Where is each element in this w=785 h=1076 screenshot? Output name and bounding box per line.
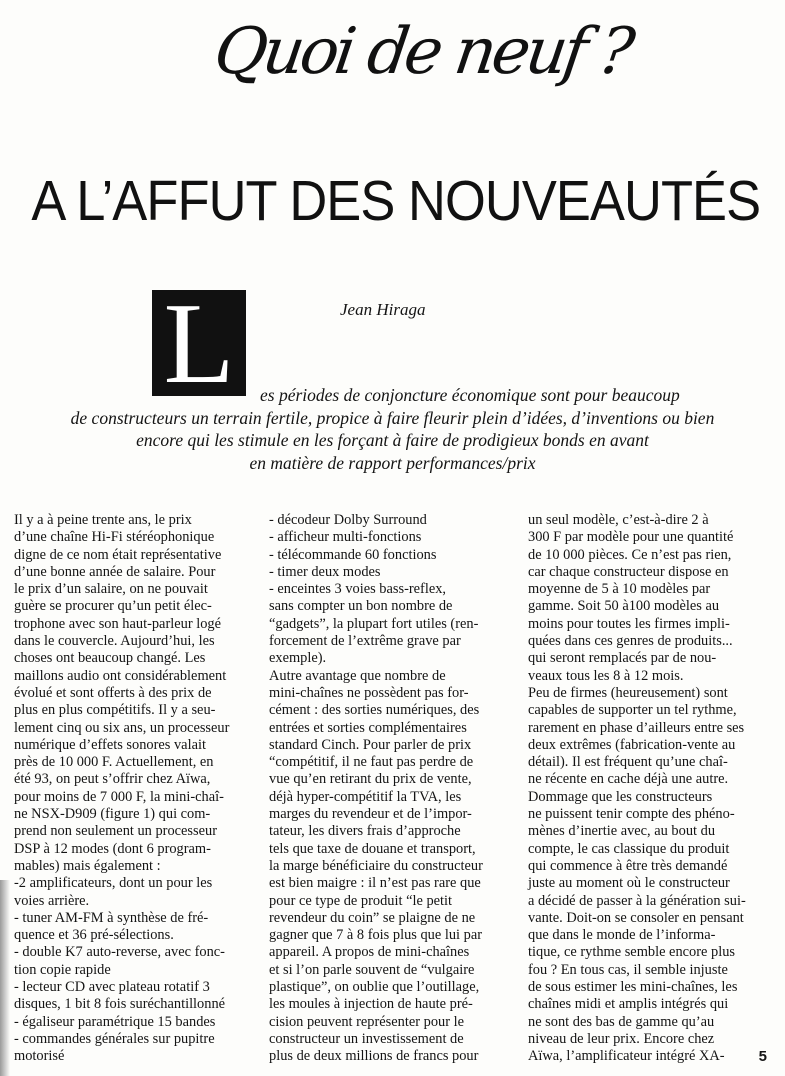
text-line: - timer deux modes bbox=[269, 563, 381, 580]
author-byline: Jean Hiraga bbox=[340, 300, 426, 319]
text-line: la marge bénéficiaire du constructeur bbox=[269, 857, 483, 874]
text-line: prend non seulement un processeur bbox=[14, 823, 218, 840]
text-line: exemple). bbox=[269, 650, 327, 667]
text-line: sans compter un bon nombre de bbox=[269, 598, 453, 615]
text-line: plastique”, on oublie que l’outillage, bbox=[269, 979, 480, 996]
text-line: “gadgets”, la plupart fort utiles (ren- bbox=[269, 615, 479, 632]
text-line: détail). Il est fréquent qu’une chaî- bbox=[528, 754, 728, 771]
text-line: et si l’on parle souvent de “vulgaire bbox=[269, 961, 475, 978]
text-line: moyenne de 5 à 10 modèles par bbox=[528, 581, 711, 598]
text-line: veaux tous les 8 à 12 mois. bbox=[528, 667, 684, 684]
page-number: 5 bbox=[758, 1048, 767, 1065]
text-line: maillons audio ont considérablement bbox=[14, 667, 227, 684]
text-line: d’une chaîne Hi-Fi stéréophonique bbox=[14, 529, 215, 546]
text-line: - égaliseur paramétrique 15 bandes bbox=[14, 1013, 216, 1030]
text-line: constructeur un investissement de bbox=[269, 1030, 464, 1047]
text-line: marges du revendeur et de l’impor- bbox=[269, 806, 472, 823]
text-line: rarement en phase d’ailleurs entre ses bbox=[528, 719, 745, 736]
text-line: ne NSX-D909 (figure 1) qui com- bbox=[14, 806, 211, 823]
text-line: appareil. A propos de mini-chaînes bbox=[269, 944, 470, 961]
text-line: pour moins de 7 000 F, la mini-chaî- bbox=[14, 788, 224, 805]
text-line: est bien maigre : il n’est pas rare que bbox=[269, 875, 481, 892]
text-line: guère se procurer qu’un petit élec- bbox=[14, 598, 212, 615]
section-rubric: Quoi de neuf ? bbox=[209, 15, 636, 89]
text-line: cision peuvent représenter pour le bbox=[269, 1013, 464, 1030]
text-line: numérique d’effets sonores valait bbox=[14, 736, 206, 753]
text-line: - décodeur Dolby Surround bbox=[269, 512, 427, 528]
text-line: mini-chaînes ne possèdent pas for- bbox=[269, 684, 469, 701]
text-line: motorisé bbox=[14, 1048, 65, 1065]
text-line: trophone avec son haut-parleur logé bbox=[14, 615, 221, 632]
text-line: - enceintes 3 voies bass-reflex, bbox=[269, 581, 447, 598]
text-line: vante. Doit-on se consoler en pensant bbox=[528, 909, 744, 926]
text-line: revendeur du coin” se plaigne de ne bbox=[269, 909, 476, 926]
text-line: tique, ce rythme semble encore plus bbox=[528, 944, 735, 961]
text-line: standard Cinch. Pour parler de prix bbox=[269, 736, 472, 753]
text-line: de sous estimer les mini-chaînes, les bbox=[528, 979, 738, 996]
text-line: lement cinq ou six ans, un processeur bbox=[14, 719, 230, 736]
text-line: de 10 000 pièces. Ce n’est pas rien, bbox=[528, 546, 732, 563]
text-line: voies arrière. bbox=[14, 892, 90, 909]
text-line: gamme. Soit 50 à100 modèles au bbox=[528, 598, 720, 615]
text-line: cément : des sorties numériques, des bbox=[269, 702, 480, 719]
text-line: Aïwa, l’amplificateur intégré XA- bbox=[528, 1048, 725, 1065]
scan-shadow bbox=[0, 880, 10, 1076]
lead-line: en matière de rapport performances/prix bbox=[249, 452, 536, 473]
text-line: - afficheur multi-fonctions bbox=[269, 529, 422, 546]
text-line: Autre avantage que nombre de bbox=[269, 667, 446, 684]
text-line: plus de deux millions de francs pour bbox=[269, 1048, 479, 1065]
text-line: le prix d’un salaire, on ne pouvait bbox=[14, 581, 208, 598]
text-line: évolué et sont offerts à des prix de bbox=[14, 684, 212, 701]
text-line: pour ce type de produit “le petit bbox=[269, 892, 453, 909]
text-line: ne sont des bas de gamme qu’au bbox=[528, 1013, 715, 1030]
text-line: choses ont beaucoup changé. Les bbox=[14, 650, 206, 667]
text-line: digne de ce nom était représentative bbox=[14, 546, 222, 563]
text-line: - tuner AM-FM à synthèse de fré- bbox=[14, 909, 209, 926]
text-line: entrées et sorties complémentaires bbox=[269, 719, 467, 736]
text-line: plus en plus compétitifs. Il y a seu- bbox=[14, 702, 216, 719]
text-line: a décidé de passer à la génération sui- bbox=[528, 892, 746, 909]
text-line: forcement de l’extrême grave par bbox=[269, 633, 461, 650]
lead-line: encore qui les stimule en les forçant à faire de prodigieux bonds en avant bbox=[136, 430, 649, 450]
text-column-3 bbox=[528, 512, 770, 1066]
text-line: près de 10 000 F. Actuellement, en bbox=[14, 754, 214, 771]
text-line: DSP à 12 modes (dont 6 program- bbox=[14, 840, 211, 857]
drop-cap: L bbox=[152, 290, 246, 396]
text-line: été 93, on peut s’offrir chez Aïwa, bbox=[14, 771, 211, 788]
text-line: qui seront remplacés par de nou- bbox=[528, 650, 717, 667]
text-line: tion copie rapide bbox=[14, 961, 111, 978]
text-line: Dommage que les constructeurs bbox=[528, 788, 713, 805]
text-line: niveau de leur prix. Encore chez bbox=[528, 1030, 715, 1047]
text-line: - double K7 auto-reverse, avec fonc- bbox=[14, 944, 225, 961]
text-line: disques, 1 bit 8 fois suréchantillonné bbox=[14, 996, 226, 1013]
text-line: d’une bonne année de salaire. Pour bbox=[14, 563, 216, 580]
text-line: gagner que 7 à 8 fois plus que lui par bbox=[269, 927, 483, 944]
text-line: Peu de firmes (heureusement) sont bbox=[528, 684, 728, 701]
text-line: - commandes générales sur pupitre bbox=[14, 1030, 215, 1047]
text-line: un seul modèle, c’est-à-dire 2 à bbox=[528, 512, 709, 528]
text-line: car chaque constructeur dispose en bbox=[528, 563, 729, 580]
text-line: compte, le cas classique du produit bbox=[528, 840, 730, 857]
text-line: - lecteur CD avec plateau rotatif 3 bbox=[14, 979, 210, 996]
text-line: vue qu’en retirant du prix de vente, bbox=[269, 771, 472, 788]
text-line: les moules à injection de haute pré- bbox=[269, 996, 473, 1013]
text-line: ne récente en cache déjà une autre. bbox=[528, 771, 729, 788]
text-line: mables) mais également : bbox=[14, 857, 161, 874]
text-line: quence et 36 pré-sélections. bbox=[14, 927, 174, 944]
text-line: qui commence à être très demandé bbox=[528, 857, 728, 874]
text-line: Il y a à peine trente ans, le prix bbox=[14, 512, 192, 528]
text-line: dans le couvercle. Aujourd’hui, les bbox=[14, 633, 215, 650]
text-line: -2 amplificateurs, dont un pour les bbox=[14, 875, 213, 892]
text-line: ne puissent tenir compte des phéno- bbox=[528, 806, 735, 823]
text-column-1 bbox=[14, 512, 256, 1066]
text-line: quées dans ces genres de produits... bbox=[528, 633, 733, 650]
text-line: deux extrêmes (fabrication-vente au bbox=[528, 736, 736, 753]
text-line: tels que taxe de douane et transport, bbox=[269, 840, 476, 857]
text-line: chaînes midi et amplis intégrés qui bbox=[528, 996, 729, 1013]
text-column-2 bbox=[269, 512, 511, 1066]
page-title: A L’AFFUT DES NOUVEAUTÉS bbox=[31, 169, 761, 233]
lead-line: es périodes de conjoncture économique sont pour beaucoup bbox=[260, 385, 680, 405]
text-line: que dans le monde de l’informa- bbox=[528, 927, 716, 944]
lead-paragraph bbox=[20, 384, 765, 474]
text-line: capables de supporter un tel rythme, bbox=[528, 702, 737, 719]
text-line: tateur, les divers frais d’approche bbox=[269, 823, 461, 840]
text-line: déjà hyper-compétitif la TVA, les bbox=[269, 788, 462, 805]
text-line: - télécommande 60 fonctions bbox=[269, 546, 437, 563]
text-line: fou ? En tous cas, il semble injuste bbox=[528, 961, 728, 978]
lead-line: de constructeurs un terrain fertile, propice à faire fleurir plein d’idées, d’inventions ou bien bbox=[70, 407, 715, 428]
text-line: mènes d’inertie avec, au bout du bbox=[528, 823, 716, 840]
text-line: 300 F par modèle pour une quantité bbox=[528, 529, 734, 546]
text-line: moins pour toutes les firmes impli- bbox=[528, 615, 730, 632]
text-line: juste au moment où le constructeur bbox=[528, 875, 730, 892]
text-line: “compétitif, il ne faut pas perdre de bbox=[269, 754, 474, 771]
